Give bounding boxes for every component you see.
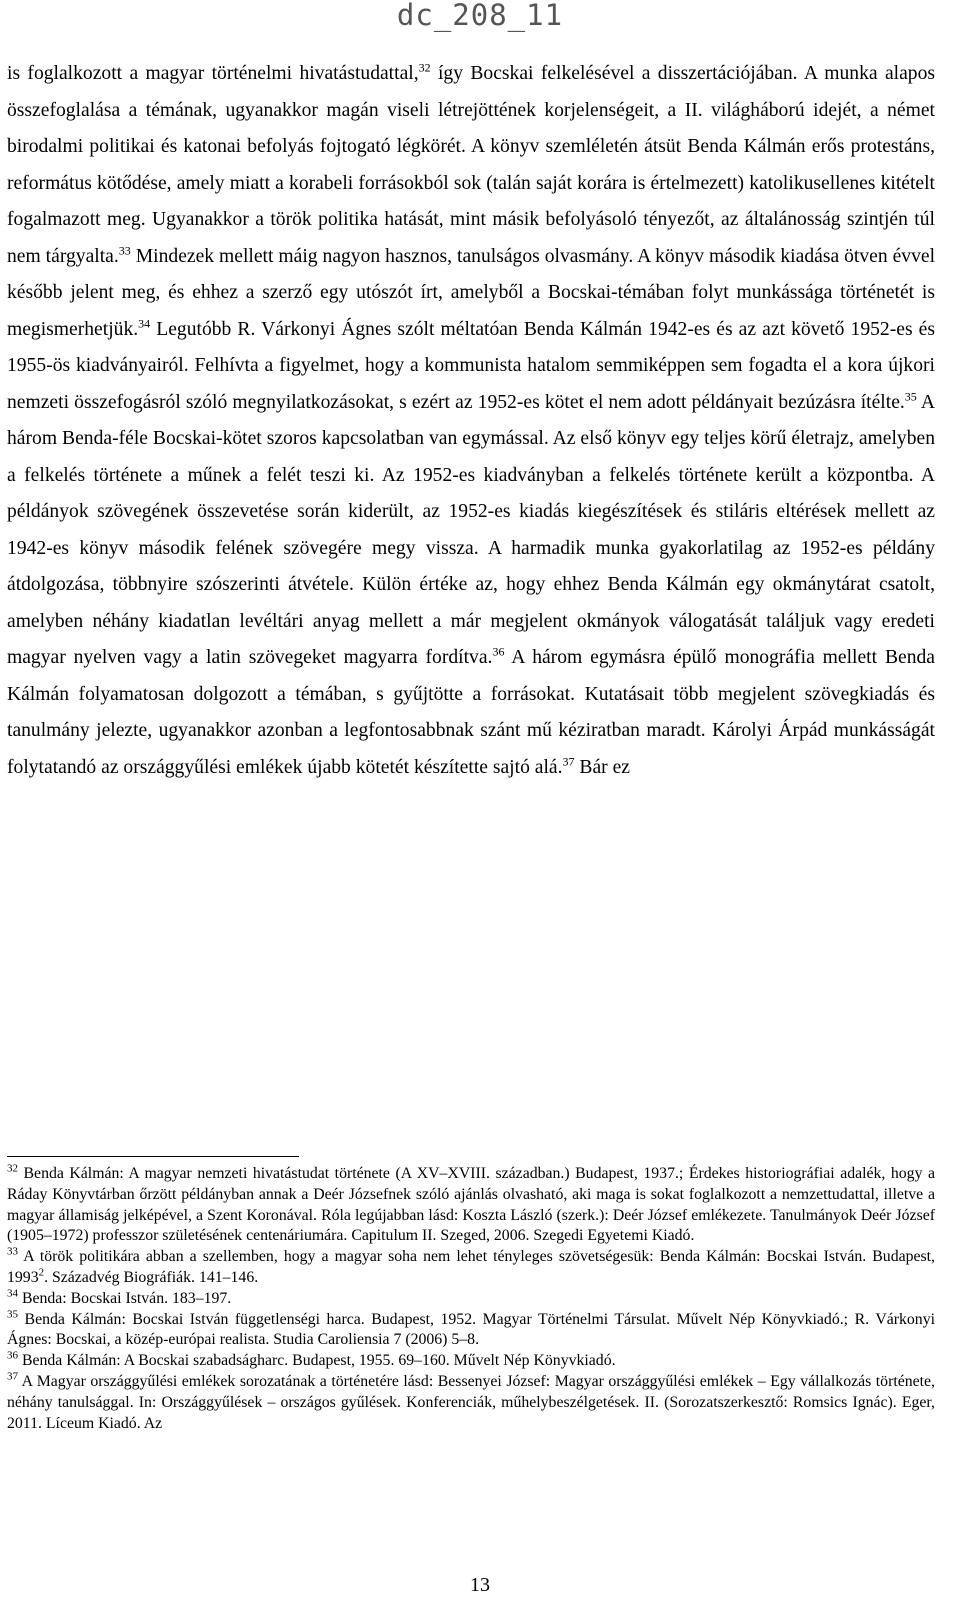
body-text-segment: A három egymásra épülő monográfia mellett Benda Kálmán folyamatosan dolgozott a témában, s gyűjtötte a forrásokat. Kutatásait több megjelent szövegkiadás és tanulmány jelezte, ugyanakkor azonban a legfontosabbnak szánt mű kéziratban maradt. Károlyi Árpád munkásságát folytatandó az országgyűlési emlékek újabb kötetét készítette sajtó alá. [7,647,935,778]
footnote-number: 33 [7,1245,18,1258]
footnote-text: Benda Kálmán: A Bocskai szabadságharc. Budapest, 1955. 69–160. Művelt Nép Könyvkiadó. [21,1352,616,1370]
footnote-reference: 33 [118,242,131,257]
footnote-34 [7,1289,935,1310]
footnote-32 [7,1164,935,1247]
edition-superscript: 2 [38,1266,45,1279]
footnote-text: . Századvég Biográfiák. 141–146. [44,1268,259,1286]
body-text-segment: Bár ez [574,756,630,778]
footnote-number: 34 [7,1287,18,1300]
footnote-text: Benda Kálmán: Bocskai István függetlenségi harca. Budapest, 1952. Magyar Történelmi Társulat. Művelt Nép Könyvkiadó.; R. Várkonyi Ágnes: Bocskai, a közép-európai realista. Studia Caroliensia 7 (2006) 5–8. [7,1310,935,1349]
footnote-text: Benda: Bocskai István. 183–197. [21,1289,232,1307]
footnote-number: 37 [7,1370,18,1383]
footnote-separator [7,1156,299,1157]
footnote-text: A Magyar országgyűlési emlékek sorozatának a történetére lásd: Bessenyei József: Magyar országgyűlési emlékek – Egy vállalkozás története, néhány tanulsággal. In: Országgyűlések – országos gyűlések. Konferenciák, műhelybeszélgetések. II. (Sorozatszerkesztő: Romsics Ignác). Eger, 2011. Líceum Kiadó. Az [7,1372,935,1432]
footnote-33 [7,1247,935,1289]
body-paragraph [7,56,935,786]
footnote-text: A török politikára abban a szellemben, hogy a magyar soha nem lehet tényleges szövetségesük: Benda Kálmán: Bocskai István. Budapest, 1993 [7,1248,935,1286]
main-text [7,56,935,786]
page-number: 13 [470,1574,490,1596]
body-text-segment: A három Benda-féle Bocskai-kötet szoros kapcsolatban van egymással. Az első könyv egy teljes körű életrajz, amelyben a felkelés története a műnek a felét teszi ki. Az 1952-es kiadványban a felkelés története került a központba. A példányok szövegének összevetése során kiderült, az 1952-es kiadás kiegészítések és stiláris eltérések mellett az 1942-es könyv második felének szövegére megy vissza. A harmadik munka gyakorlatilag az 1952-es példány átdolgozása, többnyire szószerinti átvétele. Külön értéke az, hogy ehhez Benda Kálmán egy okmánytárat csatolt, amelyben néhány kiadatlan levéltári anyag mellett a már megjelent okmányok válogatását találjuk vagy eredeti magyar nyelven vagy a latin szövegeket magyarra fordítva. [7,391,936,668]
footnote-number: 36 [7,1349,18,1362]
footnote-number: 32 [7,1162,18,1175]
footnote-reference: 36 [492,644,505,659]
footnote-reference: 35 [904,388,917,403]
body-text-segment: is foglalkozott a magyar történelmi hivatástudattal, [7,63,419,84]
footnote-36 [7,1351,935,1372]
body-text-segment: Mindezek mellett máig nagyon hasznos, tanulságos olvasmány. A könyv második kiadása ötven évvel később jelent meg, és ehhez a szerző egy utószót írt, amelyből a Bocskai-témában folyt munkássága történetét is megismerhetjük. [7,245,936,340]
footnote-text: Benda Kálmán: A magyar nemzeti hivatástudat története (A XV–XVIII. században.) Budapest, 1937.; Érdekes historiográfiai adalék, hogy a Ráday Könyvtárban őrzött példányban annak a Deér Józsefnek szóló ajánlás olvasható, aki maga is sokat foglalkozott a nemzettudattal, illetve a magyar államiság jelképével, a Szent Koronával. Róla legújabban lásd: Koszta László (szerk.): Deér József emlékezete. Tanulmányok Deér József (1905–1972) professzor születésének centenáriumára. Capitulum II. Szeged, 2006. Szegedi Egyetemi Kiadó. [7,1165,935,1245]
footnote-number: 35 [7,1308,18,1321]
footnotes-section [7,1164,935,1434]
body-text-segment: Legutóbb R. Várkonyi Ágnes szólt méltatóan Benda Kálmán 1942-es és az azt követő 1952-es és 1955-ös kiadványairól. Felhívta a figyelmet, hogy a kommunista hatalom semmiképpen sem fogadta el a kora újkori nemzeti összefogásról szóló megnyilatkozásokat, s ezért az 1952-es kötet el nem adott példányait bezúzásra ítélte. [7,318,935,413]
body-text-segment: így Bocskai felkelésével a disszertációjában. A munka alapos összefoglalása a témának, ugyanakkor magán viseli létrejöttének korjelenségeit, a II. világháború idejét, a német birodalmi politikai és katonai befolyás fojtogató légkörét. A könyv szemléletén átsüt Benda Kálmán erős protestáns, református kötődése, amely miatt a korabeli forrásokból sok (talán saját korára is értelmezett) katolikusellenes kitételt fogalmazott meg. Ugyanakkor a török politika hatását, mint másik befolyásoló tényezőt, az általánosság szintjén túl nem tárgyalta. [7,63,935,267]
footnote-reference: 34 [138,315,151,330]
footnote-reference: 37 [562,753,575,768]
footnote-35 [7,1310,935,1352]
document-id-header: dc_208_11 [396,0,564,32]
footnote-37 [7,1372,935,1434]
footnote-reference: 32 [418,60,431,75]
